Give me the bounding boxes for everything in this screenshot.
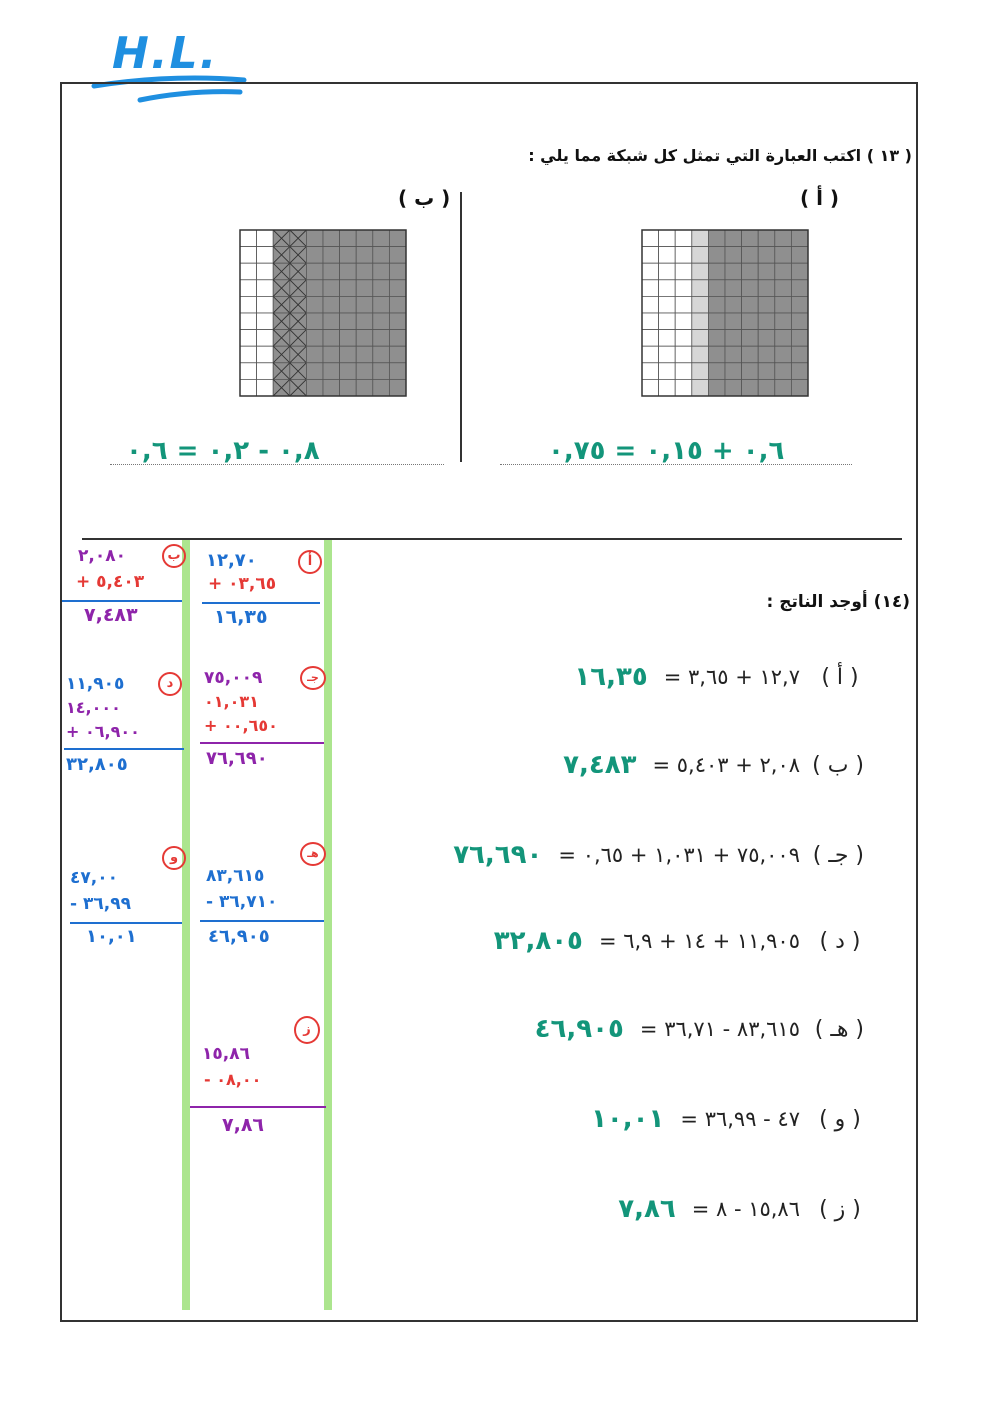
grid-cell bbox=[373, 313, 390, 330]
grid-cell bbox=[373, 280, 390, 297]
q14-row-a bbox=[564, 662, 864, 692]
grid-cell bbox=[306, 247, 323, 264]
grid-cell bbox=[675, 263, 692, 280]
grid-cell bbox=[725, 363, 742, 380]
work-line: ٨٣,٦١٥ bbox=[206, 866, 265, 886]
grid-cell bbox=[306, 280, 323, 297]
grid-cell bbox=[758, 330, 775, 347]
grid-cell bbox=[642, 313, 659, 330]
q14-row-label: ( أ ) bbox=[821, 664, 859, 690]
grid-cell bbox=[373, 263, 390, 280]
q14-row-expression: ٢,٠٨ + ٥,٤٠٣ = bbox=[652, 753, 800, 777]
grid-cell bbox=[356, 263, 373, 280]
grid-cell bbox=[708, 296, 725, 313]
grid-cell bbox=[791, 379, 808, 396]
grid-cell bbox=[389, 247, 406, 264]
grid-cell bbox=[642, 379, 659, 396]
grid-cell bbox=[791, 280, 808, 297]
grid-cell bbox=[340, 379, 357, 396]
q13-label-b: ( ب ) bbox=[398, 186, 451, 210]
grid-cell bbox=[306, 379, 323, 396]
grid-cell bbox=[675, 330, 692, 347]
grid-cell bbox=[659, 230, 676, 247]
grid-cell bbox=[257, 247, 274, 264]
grid-cell bbox=[742, 313, 759, 330]
q14-row-expression: ٤٧ - ٣٦,٩٩ = bbox=[680, 1107, 800, 1131]
grid-cell bbox=[725, 247, 742, 264]
work-line: + ٠٣,٦٥ bbox=[208, 574, 277, 594]
grid-cell bbox=[708, 363, 725, 380]
grid-cell bbox=[642, 247, 659, 264]
work-line: ٢,٠٨٠ bbox=[78, 546, 126, 566]
work-line: ٤٧,٠٠ bbox=[70, 868, 118, 888]
grid-cell bbox=[240, 379, 257, 396]
work-line: + ٠٦,٩٠٠ bbox=[66, 722, 140, 741]
grid-cell bbox=[775, 280, 792, 297]
grid-cell bbox=[742, 280, 759, 297]
grid-cell bbox=[758, 230, 775, 247]
grid-cell bbox=[742, 296, 759, 313]
q13-answer-a: ٠,٦ + ٠,١٥ = ٠,٧٥ bbox=[548, 436, 785, 466]
work-tag: و bbox=[162, 846, 186, 870]
q13-divider bbox=[460, 192, 462, 462]
q14-row-label: ( ب ) bbox=[812, 752, 864, 778]
grid-cell bbox=[675, 247, 692, 264]
grid-cell bbox=[389, 313, 406, 330]
grid-cell bbox=[389, 230, 406, 247]
grid-cell bbox=[356, 247, 373, 264]
grid-cell bbox=[373, 363, 390, 380]
work-tag: جـ bbox=[300, 666, 326, 690]
grid-cell bbox=[692, 379, 709, 396]
grid-cell bbox=[742, 247, 759, 264]
work-result: ٧,٨٦ bbox=[222, 1114, 265, 1136]
grid-b bbox=[238, 228, 408, 398]
grid-cell bbox=[742, 379, 759, 396]
q14-row-d bbox=[484, 926, 864, 956]
grid-cell bbox=[257, 330, 274, 347]
grid-cell bbox=[306, 263, 323, 280]
q14-row-f bbox=[581, 1104, 864, 1134]
grid-cell bbox=[675, 313, 692, 330]
grid-cell bbox=[340, 330, 357, 347]
q14-row-label: ( جـ ) bbox=[812, 842, 864, 868]
grid-a bbox=[640, 228, 810, 398]
grid-cell bbox=[642, 346, 659, 363]
work-line: + ٥,٤٠٣ bbox=[76, 572, 145, 592]
grid-cell bbox=[675, 296, 692, 313]
grid-cell bbox=[725, 330, 742, 347]
grid-cell bbox=[791, 263, 808, 280]
grid-cell bbox=[373, 296, 390, 313]
q14-row-expression: ١٢,٧ + ٣,٦٥ = bbox=[663, 665, 800, 689]
grid-cell bbox=[306, 363, 323, 380]
grid-cell bbox=[708, 263, 725, 280]
grid-cell bbox=[356, 346, 373, 363]
grid-cell bbox=[725, 379, 742, 396]
grid-cell bbox=[642, 263, 659, 280]
grid-cell bbox=[340, 263, 357, 280]
grid-cell bbox=[791, 247, 808, 264]
grid-cell bbox=[240, 296, 257, 313]
grid-cell bbox=[340, 247, 357, 264]
q14-row-b bbox=[553, 750, 864, 780]
grid-cell bbox=[758, 313, 775, 330]
grid-cell bbox=[775, 379, 792, 396]
q14-row-label: ( ز ) bbox=[819, 1196, 861, 1222]
grid-cell bbox=[659, 313, 676, 330]
grid-cell bbox=[675, 280, 692, 297]
section-separator bbox=[82, 538, 902, 540]
grid-cell bbox=[692, 296, 709, 313]
grid-cell bbox=[775, 230, 792, 247]
grid-cell bbox=[659, 379, 676, 396]
grid-cell bbox=[692, 313, 709, 330]
q14-row-answer: ١٦,٣٥ bbox=[574, 662, 648, 692]
work-result: ١٦,٣٥ bbox=[214, 606, 268, 628]
grid-cell bbox=[389, 346, 406, 363]
work-result: ٧٦,٦٩٠ bbox=[206, 748, 268, 769]
grid-cell bbox=[675, 346, 692, 363]
grid-cell bbox=[389, 280, 406, 297]
grid-cell bbox=[323, 296, 340, 313]
grid-cell bbox=[725, 280, 742, 297]
grid-cell bbox=[356, 280, 373, 297]
grid-cell bbox=[692, 330, 709, 347]
q14-row-e bbox=[525, 1014, 864, 1044]
grid-cell bbox=[659, 363, 676, 380]
work-rule bbox=[64, 748, 184, 750]
grid-cell bbox=[323, 247, 340, 264]
q14-row-label: ( د ) bbox=[819, 928, 861, 954]
grid-cell bbox=[257, 280, 274, 297]
grid-cell bbox=[240, 263, 257, 280]
grid-cell bbox=[659, 330, 676, 347]
grid-cell bbox=[323, 280, 340, 297]
grid-cell bbox=[775, 313, 792, 330]
grid-cell bbox=[642, 296, 659, 313]
grid-cell bbox=[758, 247, 775, 264]
grid-cell bbox=[240, 230, 257, 247]
q14-row-label: ( هـ ) bbox=[814, 1016, 864, 1042]
grid-cell bbox=[642, 280, 659, 297]
grid-cell bbox=[323, 363, 340, 380]
grid-cell bbox=[340, 313, 357, 330]
grid-cell bbox=[340, 363, 357, 380]
grid-cell bbox=[389, 263, 406, 280]
grid-cell bbox=[725, 313, 742, 330]
grid-cell bbox=[306, 330, 323, 347]
grid-cell bbox=[742, 346, 759, 363]
grid-cell bbox=[373, 247, 390, 264]
grid-cell bbox=[775, 296, 792, 313]
grid-cell bbox=[240, 363, 257, 380]
grid-cell bbox=[675, 230, 692, 247]
work-line: - ٠٨,٠٠ bbox=[204, 1070, 262, 1089]
grid-cell bbox=[692, 346, 709, 363]
grid-cell bbox=[708, 330, 725, 347]
q14-row-answer: ٤٦,٩٠٥ bbox=[534, 1014, 624, 1044]
work-result: ١٠,٠١ bbox=[86, 926, 137, 947]
grid-cell bbox=[240, 280, 257, 297]
q14-row-label: ( و ) bbox=[819, 1106, 861, 1132]
grid-cell bbox=[323, 330, 340, 347]
highlighter-line-left bbox=[182, 540, 190, 1310]
work-rule bbox=[62, 600, 182, 602]
work-line: - ٣٦,٩٩ bbox=[70, 894, 131, 914]
grid-cell bbox=[725, 346, 742, 363]
grid-cell bbox=[356, 230, 373, 247]
q14-row-expression: ١٥,٨٦ - ٨ = bbox=[691, 1197, 800, 1221]
work-line: ١٥,٨٦ bbox=[202, 1044, 250, 1064]
work-rule bbox=[190, 1106, 326, 1108]
grid-cell bbox=[791, 296, 808, 313]
q14-row-answer: ٧٦,٦٩٠ bbox=[453, 840, 543, 870]
grid-cell bbox=[257, 313, 274, 330]
grid-cell bbox=[323, 346, 340, 363]
grid-cell bbox=[240, 346, 257, 363]
work-line: ٧٥,٠٠٩ bbox=[204, 668, 263, 688]
work-line: - ٣٦,٧١٠ bbox=[206, 892, 278, 912]
grid-cell bbox=[323, 263, 340, 280]
q13-label-a: ( أ ) bbox=[800, 186, 840, 210]
grid-cell bbox=[373, 346, 390, 363]
q14-row-answer: ٧,٨٦ bbox=[618, 1194, 676, 1224]
q14-row-answer: ١٠,٠١ bbox=[591, 1104, 665, 1134]
grid-cell bbox=[708, 280, 725, 297]
grid-cell bbox=[775, 363, 792, 380]
grid-cell bbox=[758, 379, 775, 396]
grid-cell bbox=[306, 296, 323, 313]
grid-cell bbox=[775, 263, 792, 280]
grid-cell bbox=[791, 346, 808, 363]
grid-cell bbox=[257, 230, 274, 247]
grid-cell bbox=[257, 379, 274, 396]
grid-cell bbox=[389, 296, 406, 313]
q14-row-expression: ١١,٩٠٥ + ١٤ + ٦,٩ = bbox=[598, 929, 800, 953]
grid-cell bbox=[742, 363, 759, 380]
grid-cell bbox=[373, 379, 390, 396]
grid-cell bbox=[659, 346, 676, 363]
work-line: + ٠٠,٦٥٠ bbox=[204, 716, 278, 735]
work-line: ١٢,٧٠ bbox=[206, 550, 257, 571]
grid-cell bbox=[240, 247, 257, 264]
grid-cell bbox=[708, 379, 725, 396]
grid-cell bbox=[356, 296, 373, 313]
q14-row-expression: ٨٣,٦١٥ - ٣٦,٧١ = bbox=[639, 1017, 800, 1041]
q14-title: (١٤) أوجد الناتج : bbox=[766, 592, 910, 612]
grid-cell bbox=[758, 346, 775, 363]
grid-cell bbox=[240, 313, 257, 330]
grid-cell bbox=[692, 247, 709, 264]
grid-cell bbox=[389, 363, 406, 380]
grid-cell bbox=[257, 296, 274, 313]
grid-cell bbox=[323, 313, 340, 330]
grid-cell bbox=[389, 379, 406, 396]
grid-cell bbox=[692, 230, 709, 247]
grid-cell bbox=[257, 263, 274, 280]
grid-cell bbox=[240, 330, 257, 347]
highlighter-line-right bbox=[324, 540, 332, 1310]
q14-row-expression: ٧٥,٠٠٩ + ١,٠٣١ + ٠,٦٥ = bbox=[558, 843, 800, 867]
grid-cell bbox=[708, 230, 725, 247]
grid-cell bbox=[742, 263, 759, 280]
grid-cell bbox=[708, 247, 725, 264]
grid-cell bbox=[340, 296, 357, 313]
q14-row-c bbox=[443, 840, 864, 870]
grid-cell bbox=[791, 313, 808, 330]
work-rule bbox=[70, 922, 182, 924]
grid-cell bbox=[306, 313, 323, 330]
grid-cell bbox=[758, 263, 775, 280]
grid-cell bbox=[742, 230, 759, 247]
grid-cell bbox=[791, 330, 808, 347]
work-tag: ب bbox=[162, 544, 186, 568]
q13-answer-b: ٠,٨ - ٠,٢ = ٠,٦ bbox=[126, 436, 320, 466]
grid-cell bbox=[775, 330, 792, 347]
grid-cell bbox=[791, 363, 808, 380]
q13-title: ( ١٣ ) اكتب العبارة التي تمثل كل شبكة مما يلي : bbox=[528, 146, 912, 165]
grid-cell bbox=[659, 280, 676, 297]
grid-cell bbox=[675, 379, 692, 396]
grid-cell bbox=[758, 363, 775, 380]
grid-cell bbox=[758, 296, 775, 313]
work-tag: هـ bbox=[300, 842, 326, 866]
grid-cell bbox=[708, 346, 725, 363]
grid-cell bbox=[692, 263, 709, 280]
grid-cell bbox=[675, 363, 692, 380]
grid-cell bbox=[356, 363, 373, 380]
work-tag: أ bbox=[298, 550, 322, 574]
work-line: ٠١,٠٣١ bbox=[204, 692, 259, 711]
grid-cell bbox=[708, 313, 725, 330]
work-rule bbox=[200, 920, 324, 922]
grid-cell bbox=[356, 379, 373, 396]
grid-cell bbox=[356, 313, 373, 330]
grid-cell bbox=[373, 230, 390, 247]
work-result: ٧,٤٨٣ bbox=[84, 604, 138, 626]
grid-cell bbox=[306, 230, 323, 247]
grid-cell bbox=[373, 330, 390, 347]
grid-cell bbox=[642, 363, 659, 380]
grid-cell bbox=[775, 247, 792, 264]
grid-cell bbox=[340, 346, 357, 363]
grid-cell bbox=[725, 263, 742, 280]
grid-cell bbox=[257, 346, 274, 363]
work-line: ١٤,٠٠٠ bbox=[66, 698, 121, 717]
grid-cell bbox=[659, 296, 676, 313]
q14-row-g bbox=[608, 1194, 864, 1224]
grid-cell bbox=[642, 230, 659, 247]
q14-row-answer: ٧,٤٨٣ bbox=[563, 750, 637, 780]
grid-cell bbox=[323, 379, 340, 396]
initials: H.L. bbox=[112, 28, 219, 79]
grid-cell bbox=[642, 330, 659, 347]
grid-cell bbox=[389, 330, 406, 347]
grid-cell bbox=[306, 346, 323, 363]
grid-cell bbox=[692, 363, 709, 380]
work-result: ٤٦,٩٠٥ bbox=[208, 926, 270, 947]
work-rule bbox=[202, 602, 320, 604]
work-result: ٣٢,٨٠٥ bbox=[66, 754, 128, 775]
grid-cell bbox=[725, 230, 742, 247]
grid-cell bbox=[742, 330, 759, 347]
work-tag: ز bbox=[294, 1016, 320, 1044]
grid-cell bbox=[659, 247, 676, 264]
grid-cell bbox=[323, 230, 340, 247]
grid-cell bbox=[758, 280, 775, 297]
work-tag: د bbox=[158, 672, 182, 696]
grid-cell bbox=[340, 280, 357, 297]
grid-cell bbox=[356, 330, 373, 347]
q14-row-answer: ٣٢,٨٠٥ bbox=[493, 926, 583, 956]
grid-cell bbox=[659, 263, 676, 280]
work-rule bbox=[200, 742, 324, 744]
grid-cell bbox=[725, 296, 742, 313]
grid-cell bbox=[791, 230, 808, 247]
grid-cell bbox=[775, 346, 792, 363]
grid-cell bbox=[692, 280, 709, 297]
work-line: ١١,٩٠٥ bbox=[66, 674, 125, 694]
grid-cell bbox=[257, 363, 274, 380]
grid-cell bbox=[340, 230, 357, 247]
